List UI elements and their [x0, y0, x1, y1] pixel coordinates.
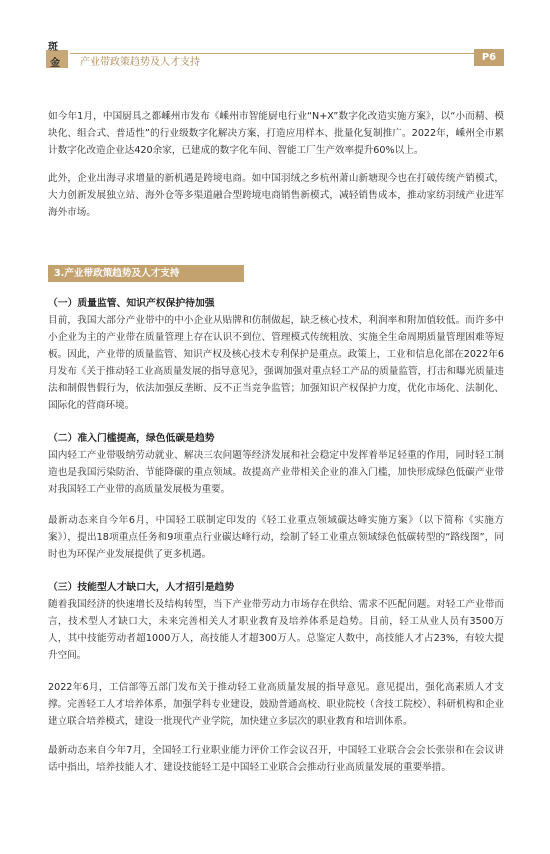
- intro-paragraph-2: [48, 170, 504, 221]
- subsection-green-paragraph-2: [48, 512, 504, 563]
- brand-logo: [46, 36, 68, 74]
- paragraph: 最新动态来自今年6月，中国轻工联制定印发的《轻工业重点领域碳达峰实施方案》（以下简称《实施方案》），提出18项重点任务和9项重点行业碳达峰行动，绘制了轻工业重点领域绿色低碳转型的“路线图”，同时也为环保产业发展提供了更多机遇。: [48, 515, 504, 560]
- logo-text-top: 斑: [48, 42, 58, 53]
- paragraph: 随着我国经济的快速增长及结构转型，当下产业带劳动力市场存在供给、需求不匹配问题。对轻工产业带而言，技术型人才缺口大，未来完善相关人才职业教育及培养体系是趋势。目前，轻工从业人员有3500万人，其中技能劳动者超1000万人，高技能人才超300万人。总鉴定人数中，高技能人才占23%，有较大提升空间。: [48, 599, 504, 661]
- subsection-green: [48, 430, 504, 498]
- subsection-talent: [48, 579, 504, 664]
- section-title: 3.产业带政策趋势及人才支持: [54, 268, 180, 279]
- page-number-badge: P6: [474, 49, 504, 66]
- intro-paragraph-1: [48, 108, 504, 159]
- paragraph: 国内轻工产业带吸纳劳动就业、解决三农问题等经济发展和社会稳定中发挥着举足轻重的作用，同时轻工制造也是我国污染防治、节能降碳的重点领域。故提高产业带相关企业的准入门槛，加快形成绿色低碳产业带对我国轻工产业带的高质量发展极为重要。: [48, 450, 504, 495]
- page-header: [0, 0, 550, 110]
- logo-text-bottom: 金: [50, 58, 60, 69]
- subsection-talent-paragraph-3: [48, 742, 504, 776]
- subsection-heading: （三）技能型人才缺口大，人才招引是趋势: [48, 582, 235, 593]
- paragraph: 如今年1月，中国厨具之都嵊州市发布《嵊州市智能厨电行业“N+X”数字化改造实施方案》，以“小而精、模块化、组合式、普适性”的行业级数字化解决方案，打造应用样本、批量化复制推广。2022年，嵊州全市累计数字化改造企业达420余家，已建成的数字化车间、智能工厂生产效率提升60%以上。: [48, 111, 504, 156]
- subsection-heading: （一）质量监管、知识产权保护待加强: [48, 298, 215, 309]
- section-title-bar: [48, 265, 244, 282]
- paragraph: 2022年6月，工信部等五部门发布关于推动轻工业高质量发展的指导意见。意见提出，强化高素质人才支撑。完善轻工人才培养体系，加强学科专业建设，鼓励普通高校、职业院校（含技工院校）、科研机构和企业建立联合培养模式，建设一批现代产业学院，加快建立多层次的职业教育和培训体系。: [48, 682, 504, 727]
- paragraph: 此外，企业出海寻求增量的新机遇是跨境电商。如中国羽绒之乡杭州萧山新塘现今也在打破传统产销模式，大力创新发展独立站、海外仓等多渠道融合型跨境电商销售新模式，减轻销售成本，推动家纺羽绒产业进军海外市场。: [48, 173, 504, 218]
- paragraph: 最新动态来自今年7月，全国轻工行业职业能力评价工作会议召开，中国轻工业联合会会长张崇和在会议讲话中指出，培养技能人才、建设技能轻工是中国轻工业联合会推动行业高质量发展的重要举措。: [48, 745, 504, 773]
- subsection-quality: [48, 295, 504, 414]
- paragraph: 目前，我国大部分产业带中的中小企业从贴牌和仿制做起，缺乏核心技术，利润率和附加值较低。而许多中小企业为主的产业带在质量管理上存在认识不到位、管理模式传统粗放、实施全生命周期质量管理困难等短板。因此，产业带的质量监管、知识产权及核心技术专利保护是重点。政策上，工业和信息化部在2022年6月发布《关于推动轻工业高质量发展的指导意见》，强调加强对重点轻工产品的质量监管，打击和曝光质量违法和制假售假行为，依法加强反垄断、反不正当竞争监管；加强知识产权保护力度，优化市场化、法制化、国际化的营商环境。: [48, 315, 504, 411]
- subsection-talent-paragraph-2: [48, 679, 504, 730]
- header-title: 产业带政策趋势及人才支持: [80, 57, 200, 68]
- subsection-heading: （二）准入门槛提高，绿色低碳是趋势: [48, 433, 215, 444]
